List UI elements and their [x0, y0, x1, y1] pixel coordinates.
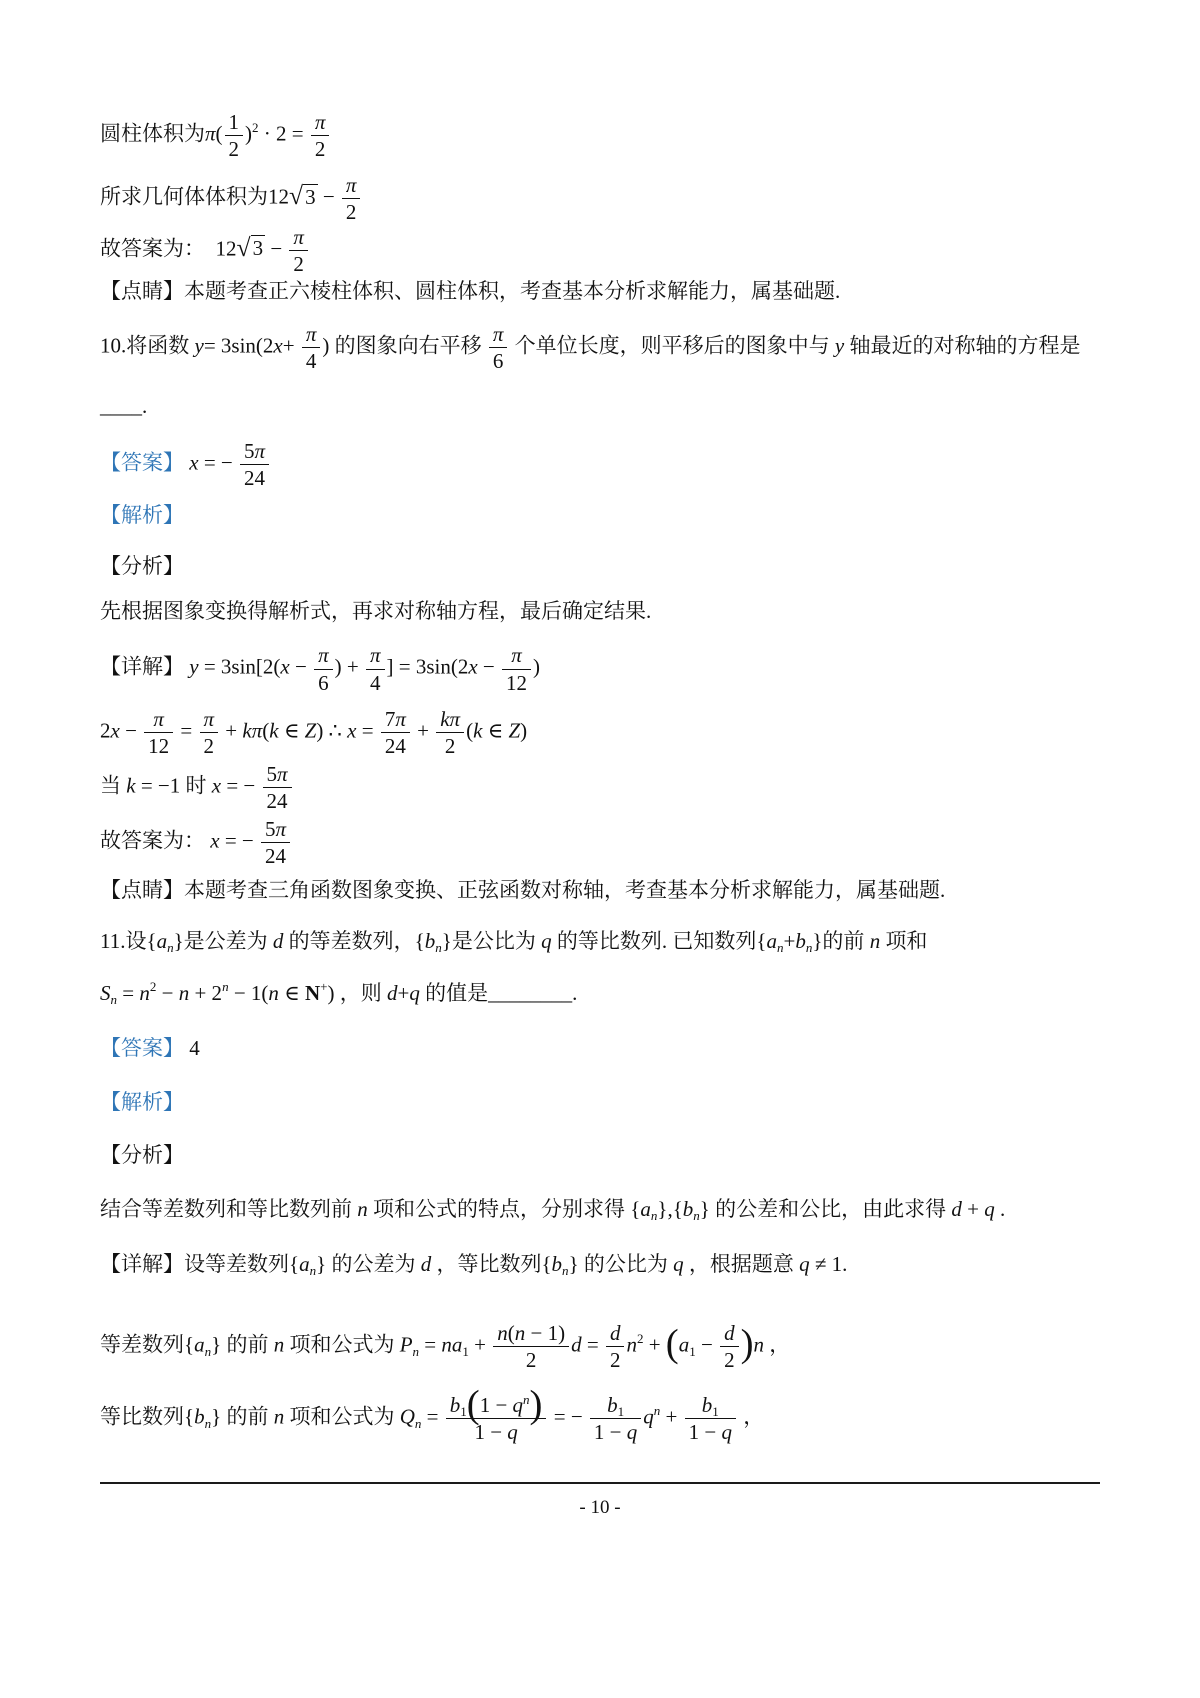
- formula-arith-sum-q11: 等差数列$\{a_n\}$ 的前 n 项和公式为 $P_n = na_1$ + $\frac{n(n - 1)}{2}$ d = $\frac{d}{2}$ $n^2 + (a_1$ − $\frac{d}{2}$ )n ，: [100, 1320, 791, 1372]
- detail-solve-q10: 2x − $\frac{\pi}{12}$ = $\frac{\pi}{2}$ + kπ(k ∈ Z) ∴ x = $\frac{7\pi}{24}$ + $\frac{k\pi}{2}$ (k ∈ Z): [100, 706, 528, 758]
- analysis-text-q10: 先根据图象变换得解析式，再求对称轴方程，最后确定结果.: [100, 599, 652, 624]
- question-10-blank: ____.: [100, 394, 148, 419]
- label-fenxi-q10: 【分析】: [100, 554, 184, 579]
- footer-divider: [100, 1482, 1100, 1484]
- analysis-text-q11: 结合等差数列和等比数列前 n 项和公式的特点，分别求得 $\{a_n\},\{b_n\}$ 的公差和公比，由此求得 d + q .: [100, 1196, 1006, 1224]
- question-10-text: 10.将函数 y= 3sin(2x+ $\frac{\pi}{4}$ ) 的图象向右平移 $\frac{\pi}{6}$ 个单位长度，则平移后的图象中与 y 轴最近的对称轴的方程是: [100, 321, 1081, 373]
- label-fenxi-q11: 【分析】: [100, 1142, 184, 1167]
- answer-q11: 【答案】 4: [100, 1035, 200, 1060]
- formula-geom-sum-q11: 等比数列$\{b_n\}$ 的前 n 项和公式为 $Q_n$ = $\frac{b_1(1 - q^n)}{1 - q}$ = − $\frac{b_1}{1 - q}$ $q^n$ + $\frac{b_1}{1 - q}$ ，: [100, 1382, 765, 1444]
- label-jiexi-q11: 【解析】: [100, 1089, 184, 1114]
- answer-restate-q9: 故答案为： 12√3 − $\frac{\pi}{2}$: [100, 225, 1100, 276]
- answer-q10: 【答案】 x = − $\frac{5\pi}{24}$: [100, 439, 1100, 490]
- question-11-sn-formula: $S_n = n^2 - n + 2^n - 1(n$ ∈ N+) ，则 d+q 的值是________.: [100, 979, 578, 1008]
- page-number: - 10 -: [579, 1497, 621, 1519]
- question-11-text: 11.设$\{a_n\}$是公差为 d 的等差数列，$\{b_n\}$是公比为 q 的等比数列. 已知数列$\{a_n+b_n\}$的前 n 项和: [100, 928, 928, 956]
- comment-q10: 【点睛】本题考查三角函数图象变换、正弦函数对称轴，考查基本分析求解能力，属基础题.: [100, 877, 946, 902]
- formula-solid-volume: 所求几何体体积为12√3 − $\frac{\pi}{2}$: [100, 173, 1100, 224]
- answer-restate-q10: 故答案为： x = − $\frac{5\pi}{24}$: [100, 817, 1100, 868]
- detail-setup-q11: 【详解】设等差数列$\{a_n\}$ 的公差为 d ，等比数列$\{b_n\}$ 的公比为 q ，根据题意 q ≠ 1.: [100, 1251, 848, 1279]
- formula-cylinder-volume: 圆柱体积为π( $\frac{1}{2}$ )$^2$ · 2 = $\frac{\pi}{2}$: [100, 110, 1100, 161]
- detail-transform-q10: 【详解】 y = 3sin[2(x − $\frac{\pi}{6}$ ) + $\frac{\pi}{4}$ ] = 3sin(2x − $\frac{\pi}{12}$ ): [100, 643, 541, 695]
- comment-q9: 【点睛】本题考查正六棱柱体积、圆柱体积，考查基本分析求解能力，属基础题.: [100, 278, 841, 303]
- detail-k-value-q10: 当 k = −1 时 x = − $\frac{5\pi}{24}$: [100, 762, 1100, 813]
- label-jiexi-q10: 【解析】: [100, 503, 184, 528]
